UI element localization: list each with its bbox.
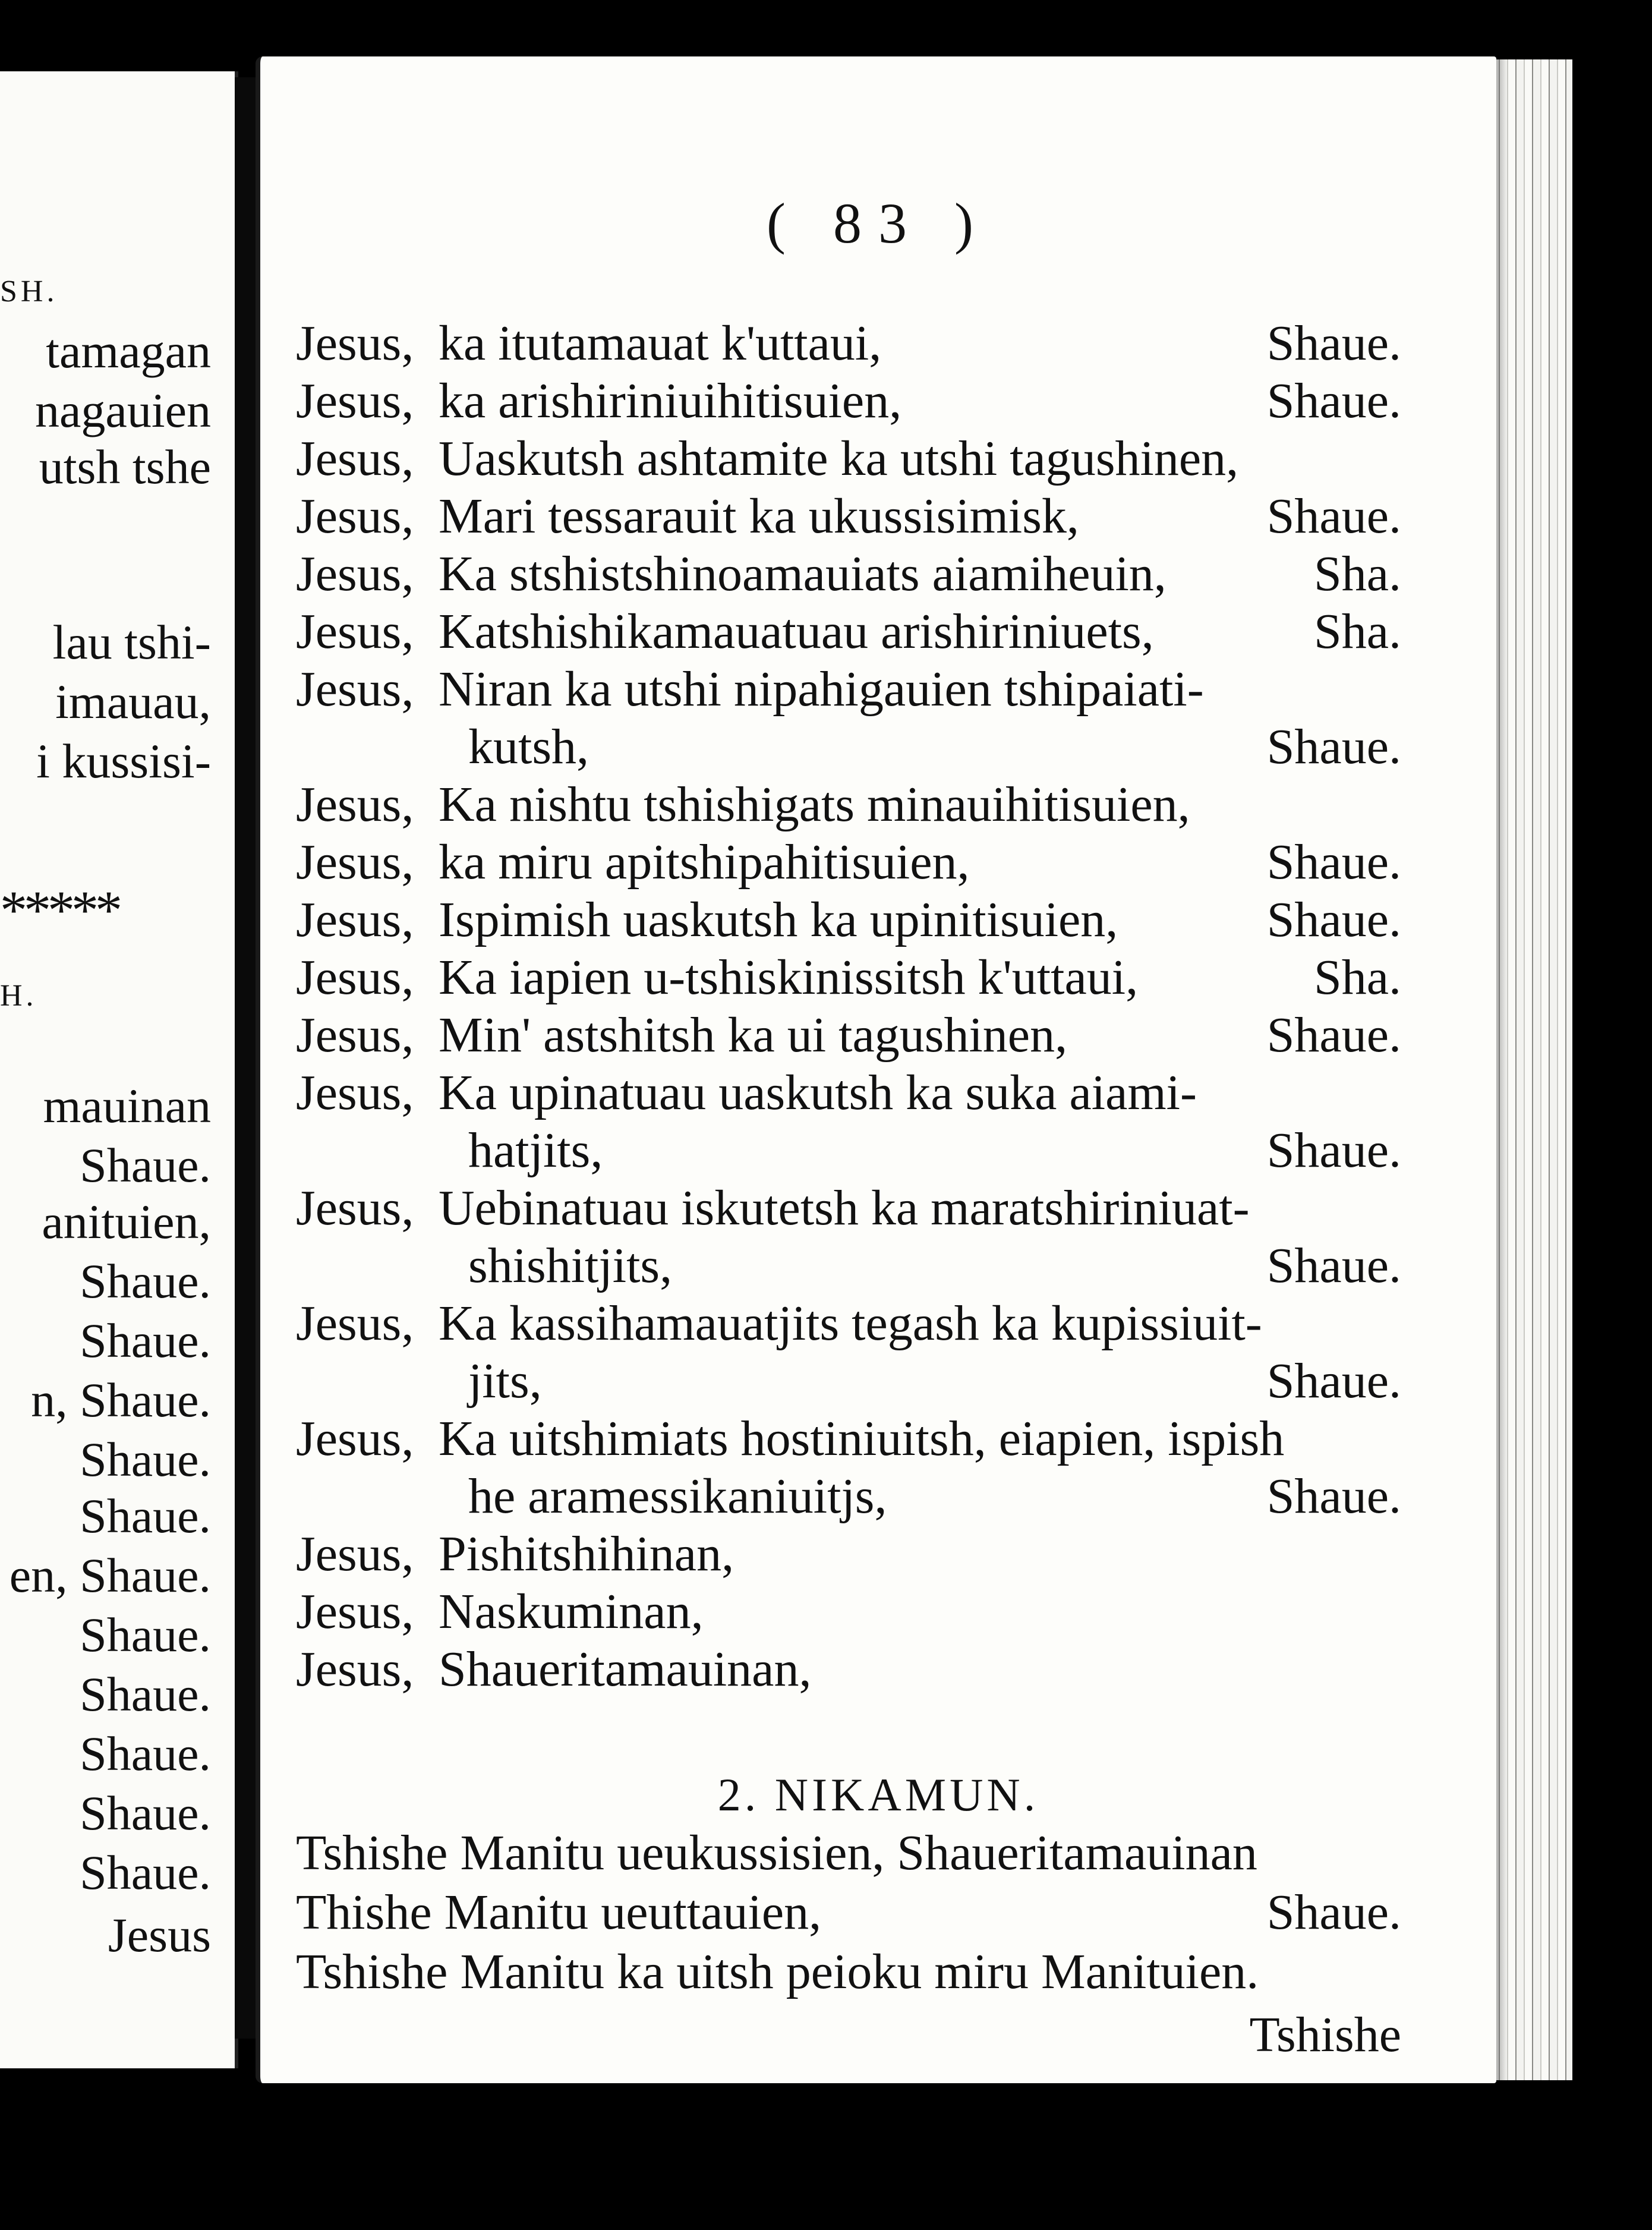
invocation: Jesus, [296, 1411, 414, 1466]
invocation: Jesus, [296, 950, 414, 1005]
invocation: Jesus, [296, 892, 414, 947]
hymn-line [296, 1944, 1401, 2001]
line-text: Ka kassihamauatjits tegash ka kupissiuit- [439, 1296, 1262, 1351]
left-page-line: Shaue. [80, 1489, 211, 1543]
line-text: Min' astshitsh ka ui tagushinen, [439, 1007, 1068, 1063]
litany-line [296, 1180, 1401, 1237]
response: Shaue. [1266, 1007, 1401, 1063]
response: Shaue. [1266, 1123, 1401, 1178]
invocation: Jesus, [296, 431, 414, 486]
line-text: Mari tessarauit ka ukussisimisk, [439, 489, 1079, 544]
litany-line [296, 1007, 1401, 1064]
response: Shaue. [1266, 1353, 1401, 1409]
line-text: Ispimish uaskutsh ka upinitisuien, [439, 892, 1118, 947]
response: Shaue. [1266, 1238, 1401, 1293]
litany-line [296, 661, 1401, 718]
book-gutter [235, 77, 258, 2039]
invocation: Jesus, [296, 1526, 414, 1582]
litany-line [296, 315, 1401, 372]
left-page-line: n, Shaue. [31, 1373, 211, 1427]
left-page-line: lau tshi- [52, 615, 211, 669]
line-text: he aramessikaniuitjs, [468, 1469, 887, 1524]
invocation: Jesus, [296, 834, 414, 890]
left-page-line: SH. [0, 275, 58, 308]
left-page-line: i kussisi- [36, 734, 211, 788]
left-page-line: tamagan [46, 324, 211, 378]
section-heading: 2. NIKAMUN. [717, 1769, 1039, 1820]
invocation: Jesus, [296, 662, 414, 717]
previous-page-fragment [0, 71, 238, 2068]
litany-line [296, 892, 1401, 949]
catchword: Tshishe [1249, 2007, 1401, 2062]
response: Shaue. [1266, 1885, 1401, 1940]
litany-line [296, 776, 1401, 833]
litany-line [296, 373, 1401, 430]
litany-line [296, 1237, 1401, 1294]
left-page-line: Shaue. [80, 1786, 211, 1840]
invocation: Jesus, [296, 1065, 414, 1120]
book-page [256, 56, 1496, 2083]
line-text: jits, [468, 1353, 542, 1409]
line-text: hatjits, [468, 1123, 603, 1178]
left-page-line: Shaue. [80, 1667, 211, 1721]
left-page-line: anituien, [42, 1195, 211, 1249]
hymn-line [296, 1884, 1401, 1941]
litany-line [296, 488, 1401, 545]
line-text: ka itutamauat k'uttaui, [439, 316, 882, 371]
left-page-line: Shaue. [80, 1608, 211, 1662]
litany-line [296, 1526, 1401, 1583]
line-text: Ka nishtu tshishigats minauihitisuien, [439, 777, 1190, 832]
response: Sha. [1314, 950, 1401, 1005]
line-text: Niran ka utshi nipahigauien tshipaiati- [439, 662, 1204, 717]
response: Shaue. [1266, 1469, 1401, 1524]
line-text: Uebinatuau iskutetsh ka maratshiriniuat- [439, 1180, 1250, 1236]
line-text: Ka stshistshinoamauiats aiamiheuin, [439, 546, 1167, 601]
left-page-line: Shaue. [80, 1845, 211, 1900]
response: Shaue. [1266, 316, 1401, 371]
left-page-line: utsh tshe [39, 440, 211, 494]
page-number: ( 83 ) [767, 191, 990, 255]
invocation: Jesus, [296, 1584, 414, 1639]
invocation: Jesus, [296, 1180, 414, 1236]
invocation: Jesus, [296, 316, 414, 371]
line-text: Ka iapien u-tshiskinissitsh k'uttaui, [439, 950, 1139, 1005]
invocation: Jesus, [296, 1642, 414, 1697]
line-text: Shaueritamauinan, [439, 1642, 812, 1697]
left-page-line: imauau, [55, 675, 211, 729]
litany-line [296, 546, 1401, 603]
hymn-line [296, 1825, 1401, 1882]
line-text: Ka uitshimiats hostiniuitsh, eiapien, ispish [439, 1411, 1285, 1466]
left-page-line: nagauien [35, 383, 211, 437]
line-text: shishitjits, [468, 1238, 673, 1293]
invocation: Jesus, [296, 546, 414, 601]
litany-line [296, 430, 1401, 487]
invocation: Jesus, [296, 373, 414, 429]
litany-line [296, 1122, 1401, 1179]
litany-line [296, 1641, 1401, 1698]
litany-line [296, 1064, 1401, 1122]
left-page-line: Shaue. [80, 1314, 211, 1368]
response: Shaue. [1266, 719, 1401, 774]
litany-line [296, 1410, 1401, 1467]
response: Shaue. [1266, 373, 1401, 429]
left-page-line: Shaue. [80, 1727, 211, 1781]
litany-line [296, 603, 1401, 660]
left-page-line: Shaue. [80, 1254, 211, 1308]
line-text: ka miru apitshipahitisuien, [439, 834, 970, 890]
line-text: Ka upinatuau uaskutsh ka suka aiami- [439, 1065, 1197, 1120]
line-text: Naskuminan, [439, 1584, 704, 1639]
litany-line [296, 719, 1401, 776]
litany-line [296, 1583, 1401, 1640]
line-text: Katshishikamauatuau arishiriniuets, [439, 604, 1154, 659]
ornament-divider: ***** [0, 880, 119, 940]
left-page-line: H. [0, 979, 37, 1013]
response: Sha. [1314, 546, 1401, 601]
litany-line [296, 949, 1401, 1006]
invocation: Jesus, [296, 489, 414, 544]
litany-line [296, 1468, 1401, 1525]
line-text: Tshishe Manitu ka uitsh peioku miru Manituien. [296, 1944, 1259, 1999]
left-page-line: Shaue. [80, 1432, 211, 1486]
invocation: Jesus, [296, 604, 414, 659]
invocation: Jesus, [296, 1007, 414, 1063]
response: Shaue. [1266, 892, 1401, 947]
left-page-line: mauinan [43, 1079, 211, 1133]
left-page-line: Shaue. [80, 1138, 211, 1192]
line-text: Uaskutsh ashtamite ka utshi tagushinen, [439, 431, 1239, 486]
left-page-line: en, Shaue. [9, 1548, 211, 1602]
left-page-catchword: Jesus [108, 1908, 211, 1962]
invocation: Jesus, [296, 777, 414, 832]
litany-line [296, 1353, 1401, 1410]
litany-line [296, 834, 1401, 891]
invocation: Jesus, [296, 1296, 414, 1351]
litany-line [296, 1295, 1401, 1352]
line-text: ka arishiriniuihitisuien, [439, 373, 902, 429]
response: Sha. [1314, 604, 1401, 659]
line-text: Thishe Manitu ueuttauien, [296, 1885, 822, 1940]
response: Shaue. [1266, 489, 1401, 544]
line-text: Pishitshihinan, [439, 1526, 734, 1582]
response: Shaue. [1266, 834, 1401, 890]
line-text: Tshishe Manitu ueukussisien, Shaueritamauinan [296, 1825, 1257, 1881]
line-text: kutsh, [468, 719, 589, 774]
